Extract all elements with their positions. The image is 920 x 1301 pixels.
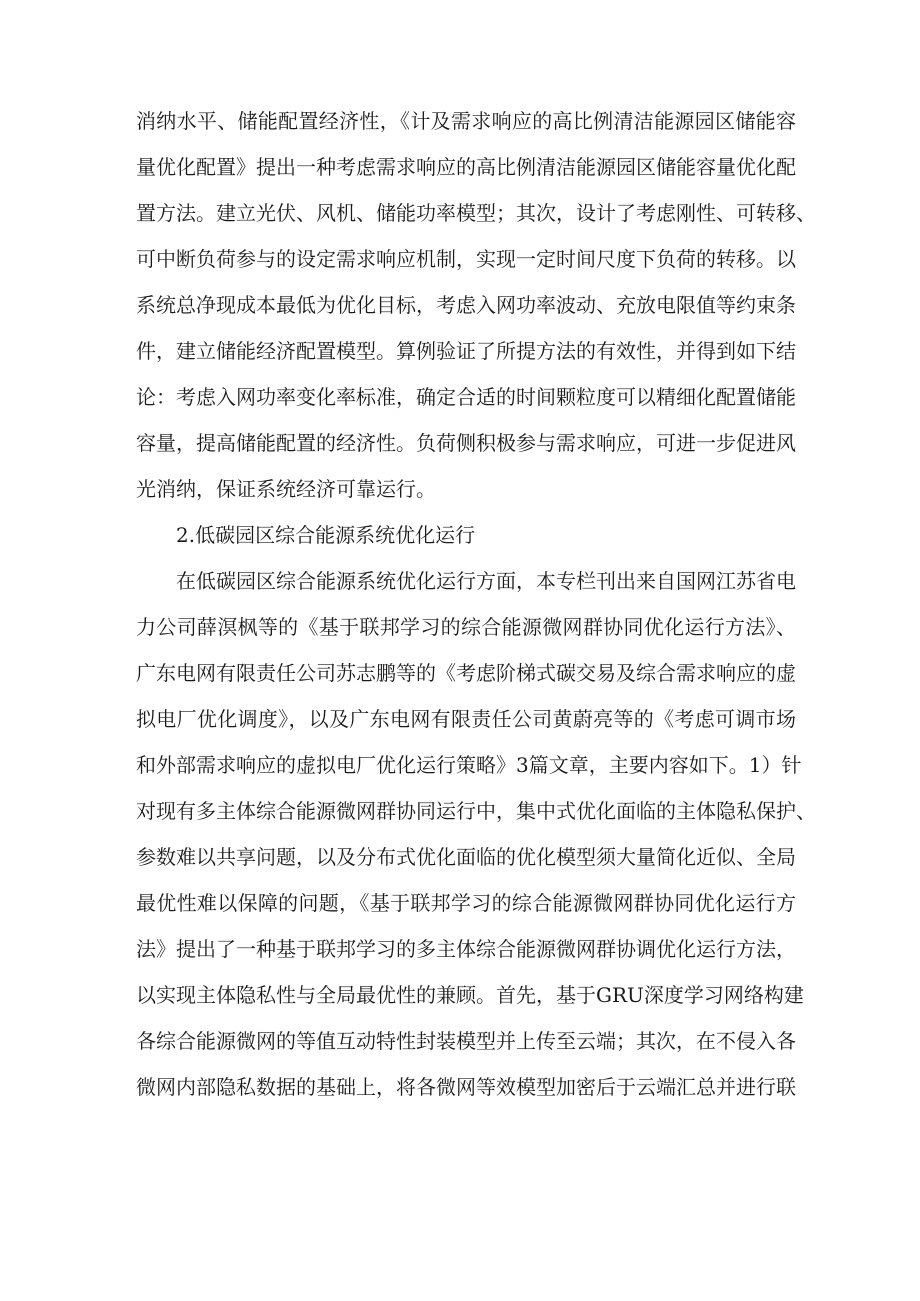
paragraph-2-line: 广东电网有限责任公司苏志鹏等的《考虑阶梯式碳交易及综合需求响应的虚 <box>136 661 796 685</box>
paragraph-2-line: 各综合能源微网的等值互动特性封装模型并上传至云端；其次，在不侵入各 <box>136 1029 796 1053</box>
paragraph-1-line: 可中断负荷参与的设定需求响应机制，实现一定时间尺度下负荷的转移。以 <box>136 247 796 271</box>
paragraph-1-line: 容量，提高储能配置的经济性。负荷侧积极参与需求响应，可进一步促进风 <box>136 431 796 455</box>
paragraph-2-line: 在低碳园区综合能源系统优化运行方面，本专栏刊出来自国网江苏省电 <box>176 569 796 593</box>
paragraph-1-line: 消纳水平、储能配置经济性，《计及需求响应的高比例清洁能源园区储能容 <box>136 109 796 133</box>
paragraph-1-line: 件，建立储能经济配置模型。算例验证了所提方法的有效性，并得到如下结 <box>136 339 796 363</box>
paragraph-2-line: 对现有多主体综合能源微网群协同运行中，集中式优化面临的主体隐私保护、 <box>136 799 816 823</box>
paragraph-1-line: 量优化配置》提出一种考虑需求响应的高比例清洁能源园区储能容量优化配 <box>136 155 796 179</box>
paragraph-1-line: 系统总净现成本最低为优化目标，考虑入网功率波动、充放电限值等约束条 <box>136 293 796 317</box>
paragraph-1-line: 论：考虑入网功率变化率标准，确定合适的时间颗粒度可以精细化配置储能 <box>136 385 796 409</box>
paragraph-2-line: 最优性难以保障的问题，《基于联邦学习的综合能源微网群协同优化运行方 <box>136 891 796 915</box>
paragraph-2-line: 力公司薛溟枫等的《基于联邦学习的综合能源微网群协同优化运行方法》、 <box>136 615 796 639</box>
paragraph-2-line: 微网内部隐私数据的基础上，将各微网等效模型加密后于云端汇总并进行联 <box>136 1075 796 1099</box>
paragraph-2-line: 和外部需求响应的虚拟电厂优化运行策略》3篇文章，主要内容如下。1）针 <box>136 753 802 777</box>
section-heading: 2.低碳园区综合能源系统优化运行 <box>176 523 476 547</box>
paragraph-2-line: 法》提出了一种基于联邦学习的多主体综合能源微网群协调优化运行方法， <box>136 937 796 961</box>
paragraph-1-line: 光消纳，保证系统经济可靠运行。 <box>136 477 436 501</box>
paragraph-2-line: 参数难以共享问题，以及分布式优化面临的优化模型须大量简化近似、全局 <box>136 845 796 869</box>
paragraph-2-line: 拟电厂优化调度》，以及广东电网有限责任公司黄蔚亮等的《考虑可调市场 <box>136 707 796 731</box>
paragraph-1-line: 置方法。建立光伏、风机、储能功率模型；其次，设计了考虑刚性、可转移、 <box>136 201 816 225</box>
paragraph-2-line: 以实现主体隐私性与全局最优性的兼顾。首先，基于GRU深度学习网络构建 <box>136 983 804 1007</box>
